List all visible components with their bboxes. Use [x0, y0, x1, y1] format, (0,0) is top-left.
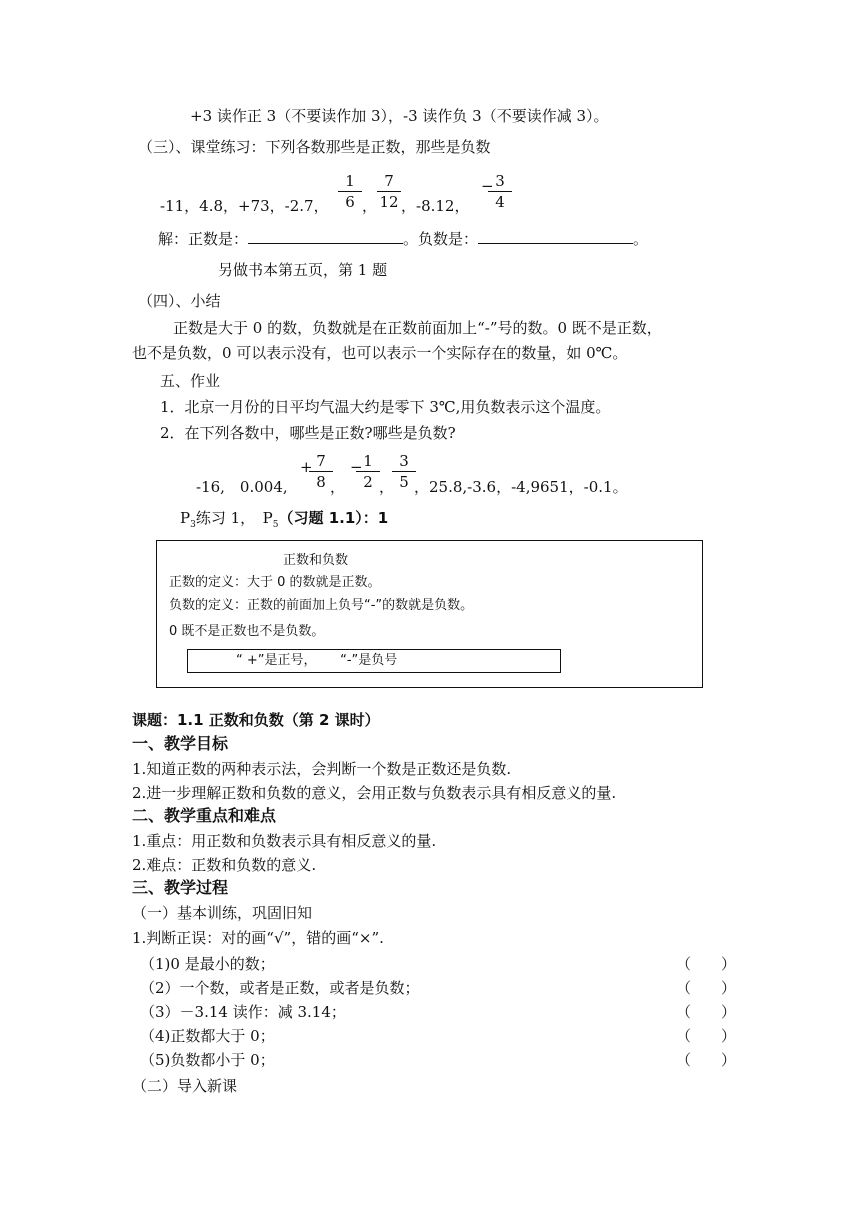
homework-note: 另做书本第五页，第 1 题 — [218, 261, 388, 279]
fraction-denominator: 2 — [363, 473, 373, 491]
homework-section-title: 五、作业 — [160, 372, 221, 390]
answer-paren-5: （ ） — [676, 1051, 737, 1069]
summary-line-2: 也不是负数，0 可以表示没有，也可以表示一个实际存在的数量，如 0℃。 — [132, 344, 628, 362]
fraction-one-half — [356, 452, 380, 491]
fraction-sign: − — [350, 458, 363, 476]
goal-1: 1.知道正数的两种表示法，会判断一个数是正数还是负数. — [132, 760, 512, 778]
summary-box — [156, 540, 703, 688]
practice-reference — [180, 508, 388, 535]
fraction-seven-twelfths — [377, 172, 401, 211]
fraction-numerator: 7 — [309, 452, 333, 472]
judgement-question: 1.判断正误：对的画“√”，错的画“×”. — [132, 929, 384, 947]
practice-b: （习题 1.1）：1 — [278, 509, 389, 527]
sign-note-box — [187, 649, 561, 673]
negative-answer-blank — [478, 229, 633, 244]
comma: ， — [330, 478, 346, 496]
comma: ， — [362, 197, 378, 215]
answer-line — [158, 229, 648, 249]
practice-a: 练习 1， — [195, 509, 263, 527]
page-p2: P — [262, 509, 273, 527]
exercise-section-title: （三）、课堂练习：下列各数那些是正数，那些是负数 — [138, 138, 491, 156]
goals-heading: 一、教学目标 — [132, 734, 229, 753]
fraction-one-sixth — [338, 172, 362, 211]
fraction-numerator: 1 — [338, 172, 362, 192]
homework-numbers-b: ，25.8,-3.6，-4,9651，-0.1。 — [414, 478, 628, 496]
lesson-title: 课题：1.1 正数和负数（第 2 课时） — [132, 711, 380, 729]
answer-prefix: 解：正数是： — [158, 230, 249, 248]
key-point-2: 2.难点：正数和负数的意义. — [132, 856, 317, 874]
judgement-item-1: （1)0 是最小的数； — [140, 955, 275, 973]
fraction-three-fifths — [392, 452, 416, 491]
page-p-sub: 3 — [190, 520, 196, 530]
fraction-denominator: 4 — [495, 193, 505, 211]
answer-mid: 。负数是： — [403, 230, 479, 248]
page-p: P — [180, 509, 191, 527]
fraction-numerator: 7 — [377, 172, 401, 192]
answer-end: 。 — [633, 230, 649, 248]
process-heading: 三、教学过程 — [132, 878, 229, 897]
step-1-title: （一）基本训练，巩固旧知 — [132, 904, 313, 922]
fraction-denominator: 12 — [379, 193, 399, 211]
judgement-item-5: （5)负数都小于 0； — [140, 1051, 275, 1069]
positive-answer-blank — [248, 229, 403, 244]
answer-paren-1: （ ） — [676, 955, 737, 973]
fraction-denominator: 5 — [399, 473, 409, 491]
homework-item-1: 1．北京一月份的日平均气温大约是零下 3℃,用负数表示这个温度。 — [160, 398, 611, 416]
judgement-item-3: （3）－3.14 读作：减 3.14； — [140, 1003, 346, 1021]
comma: ， — [379, 478, 395, 496]
box-zero-note: 0 既不是正数也不是负数。 — [169, 624, 325, 639]
answer-paren-3: （ ） — [676, 1003, 737, 1021]
exercise-numbers-a: -11，4.8，+73，-2.7， — [160, 197, 329, 215]
summary-line-1: 正数是大于 0 的数，负数就是在正数前面加上“-”号的数。0 既不是正数， — [173, 319, 662, 337]
goal-2: 2.进一步理解正数和负数的意义，会用正数与负数表示具有相反意义的量. — [132, 784, 617, 802]
fraction-numerator: 3 — [392, 452, 416, 472]
summary-section-title: （四）、小结 — [138, 292, 221, 310]
homework-numbers-a: -16, 0.004, — [196, 478, 288, 496]
judgement-item-4: （4)正数都大于 0； — [140, 1027, 275, 1045]
box-negative-definition: 负数的定义：正数的前面加上负号“-”的数就是负数。 — [169, 598, 474, 613]
reading-rule-line: +3 读作正 3（不要读作加 3），-3 读作负 3（不要读作减 3）。 — [190, 107, 609, 125]
step-2-title: （二）导入新课 — [132, 1077, 238, 1095]
fraction-numerator: 1 — [356, 452, 380, 472]
fraction-three-quarters — [488, 172, 512, 211]
page-p2-sub: 5 — [272, 520, 279, 530]
key-point-1: 1.重点：用正数和负数表示具有相反意义的量. — [132, 832, 437, 850]
answer-paren-2: （ ） — [676, 979, 737, 997]
fraction-denominator: 8 — [316, 473, 326, 491]
judgement-item-2: （2）一个数，或者是正数，或者是负数； — [140, 979, 420, 997]
exercise-numbers-b: ，-8.12， — [401, 197, 470, 215]
fraction-sign: + — [300, 458, 313, 476]
sign-note: “ +”是正号， “-”是负号 — [236, 653, 398, 668]
box-positive-definition: 正数的定义：大于 0 的数就是正数。 — [169, 575, 381, 590]
key-points-heading: 二、教学重点和难点 — [132, 806, 277, 825]
fraction-sign: − — [481, 177, 494, 195]
answer-paren-4: （ ） — [676, 1027, 737, 1045]
homework-item-2: 2．在下列各数中，哪些是正数?哪些是负数? — [160, 424, 456, 442]
box-title: 正数和负数 — [283, 553, 349, 568]
fraction-numerator: 3 — [488, 172, 512, 192]
fraction-denominator: 6 — [345, 193, 355, 211]
